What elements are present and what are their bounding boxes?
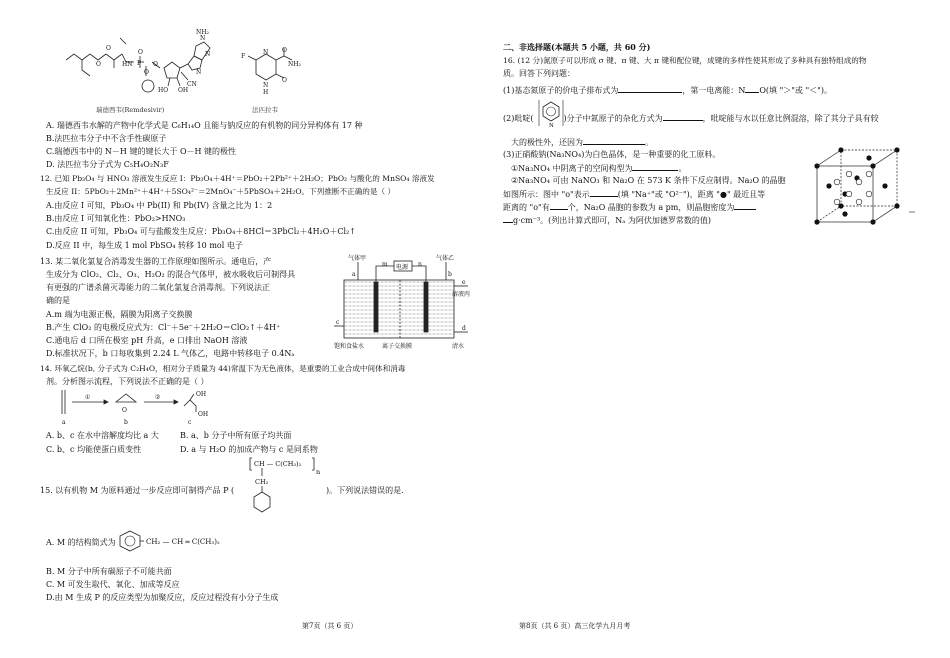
q16-part-3-2-line-1: ②Na₃NO₄ 可由 NaNO₃ 和 Na₂O 在 573 K 条件下反应制得。Na₂O 的晶胞	[511, 176, 786, 185]
cell-label-gas-a: 气体甲	[348, 255, 367, 262]
remdesivir-atom: HO	[158, 87, 169, 94]
q16-answer-blank-6[interactable]	[590, 188, 618, 197]
favipiravir-caption: 法匹拉韦	[252, 106, 278, 114]
remdesivir-atom: HN	[122, 61, 133, 68]
q13-stem-line-3: 有更强的广谱杀菌灭毒能力的二氧化氯复合消毒剂。下列说法正	[46, 283, 270, 292]
right-page-footer: 第8页（共 6 页）高三化学九月月考	[519, 622, 631, 630]
remdesivir-atom: O	[138, 49, 143, 56]
q13-option-a: A.m 端为电源正极，隔膜为阳离子交换膜	[46, 310, 193, 319]
cell-label-water: 清水	[452, 343, 465, 350]
q13-option-c: C.通电后 d 口所在极室 pH 升高，e 口排出 NaOH 溶液	[46, 336, 248, 345]
q16-part-3-1-text-a: ①Na₃NO₄ 中阴离子的空间构型为	[511, 164, 633, 173]
q16-part-3-2-text-b: (填 "Na⁺"或 "O²⁻")，距离 "●" 最近且等	[617, 190, 766, 199]
q16-answer-blank-3[interactable]	[663, 112, 703, 121]
q11-option-b: B.法匹拉韦分子中不含手性碳原子	[46, 134, 167, 143]
remdesivir-atom: OH	[178, 87, 189, 94]
section-title: 二、非选择题(本题共 5 小题，共 60 分)	[503, 42, 651, 52]
q12-stem-line-2: 生反应 II：5PbO₂＋2Mn²⁺＋4H⁺＋5SO₄²⁻＝2MnO₄⁻＋5PbSO₄＋2H₂O。下列推断不正确的是（ ）	[46, 187, 396, 196]
q16-part-2-text-a: (2)吡啶(	[503, 114, 534, 123]
favipiravir-atom: N	[263, 49, 269, 56]
q16-part-1	[503, 84, 832, 97]
q13-stem-line-2: 生成分为 ClO₂、Cl₂、O₃、H₂O₂ 的混合气体甲，被水吸收后可制得具	[46, 270, 296, 279]
q16-part-3-2-text-c: 距离的 "o"有	[503, 203, 550, 212]
q11-option-a: A. 瑞德西韦水解的产物中化学式是 C₆H₁₄O 且能与钠反应的有机物的同分异构体有 17 种	[46, 121, 363, 130]
q16-part-3: (3)正硝酸钠(Na₃NO₄)为白色晶体，是一种重要的化工原料。	[503, 150, 721, 159]
favipiravir-atom: O	[282, 77, 287, 84]
q14-stem-line-1: 14. 环氧乙烷(b, 分子式为 C₂H₄O，相对分子质量为 44)常温下为无色液体，是重要的工业合成中间体和消毒	[40, 364, 406, 373]
q13-option-d: D.标准状况下，b 口每收集到 2.24 L 气体乙，电路中转移电子 0.4Nₐ	[46, 349, 295, 358]
q14-label-a: a	[62, 419, 66, 426]
q15-option-d: D.由 M 生成 P 的反应类型为加聚反应，反应过程没有小分子生成	[46, 593, 279, 602]
q12-stem-line-1: 12. 已知 Pb₃O₄ 与 HNO₃ 溶液发生反应 I：Pb₃O₄＋4H⁺＝PbO₂＋2Pb²⁺＋2H₂O；PbO₂ 与酸化的 MnSO₄ 溶液发	[40, 174, 435, 183]
remdesivir-atom: O	[96, 61, 101, 68]
q14-label-b: b	[124, 419, 128, 426]
q16-part-3-2-text-d: 个，Na₂O 晶胞的参数为 a pm，则晶胞密度为	[567, 203, 735, 212]
q14-option-a: A. b、c 在水中溶解度均比 a 大	[46, 431, 159, 440]
q16-part-2-line-2	[511, 136, 653, 149]
na2o-unit-cell	[807, 146, 917, 226]
q16-part-3-2-text-a: 如图所示：图中 "o"表示	[503, 190, 590, 199]
favipiravir-structure	[238, 46, 301, 106]
q16-part-2-text-b: )分子中氮原子的杂化方式为	[563, 114, 663, 123]
cell-label-membrane: 离子交换膜	[382, 343, 413, 350]
q12-option-d: D.反应 II 中，每生成 1 mol PbSO₄ 转移 10 mol 电子	[46, 241, 243, 250]
remdesivir-atom: P	[137, 60, 142, 67]
remdesivir-atom: N	[196, 69, 202, 76]
q16-stem-line-1: 16. (12 分)氮原子可以形成 σ 键、π 键、大 π 键和配位键，成键的多样性使其形成了多种具有独特组成的物	[503, 56, 867, 65]
favipiravir-atom: N	[263, 82, 269, 89]
q14-option-b: B. a、b 分子中所有原子均共面	[180, 431, 292, 440]
q15-polymer-main: CH — C(CH₃)₂	[254, 460, 302, 468]
q15-stem-part-1: 15. 以有机物 M 为原料通过一步反应即可制得产品 P (	[40, 486, 235, 495]
q15-stem-part-2: )。下列说法错误的是.	[326, 486, 404, 495]
cell-label-m: m	[382, 261, 388, 268]
q16-part-3-2-line-4	[503, 214, 711, 227]
remdesivir-atom: N	[205, 51, 211, 58]
remdesivir-atom: O	[153, 61, 158, 68]
q14-stem-line-2: 剂。分析图示流程，下列说法不正确的是（ ）	[46, 377, 209, 386]
q16-part-3-2-line-3	[503, 201, 756, 214]
cell-label-gas-b: 气体乙	[436, 255, 455, 262]
remdesivir-atom: O	[106, 45, 111, 52]
pyridine-structure	[537, 98, 565, 128]
remdesivir-atom: N	[200, 35, 206, 42]
q16-answer-blank-1[interactable]	[618, 84, 682, 93]
q14-epoxide-o: O	[122, 407, 127, 414]
q16-answer-blank-4[interactable]	[583, 136, 645, 145]
q16-part-1-text-a: (1)基态氮原子的价电子排布式为	[503, 86, 619, 95]
q12-option-a: A.由反应 I 可知，Pb₃O₄ 中 Pb(II) 和 Pb(IV) 含量之比为 1：2	[46, 201, 273, 210]
q14-option-c: C. b、c 均能使蛋白质变性	[46, 445, 142, 454]
q16-answer-blank-9[interactable]	[503, 214, 513, 223]
right-page	[475, 0, 950, 658]
q16-part-3-2-text-e: g·cm⁻³。(列出计算式即可，Nₐ 为阿伏加德罗常数的值)	[513, 216, 712, 225]
q16-part-2-text-c: ，吡啶能与水以任意比例混溶，除了其分子具有较	[702, 114, 879, 123]
q12-option-b: B.由反应 I 可知氧化性：PbO₂>HNO₃	[46, 214, 186, 223]
remdesivir-structure	[60, 26, 210, 116]
q15-option-a: A. M 的结构简式为	[46, 538, 116, 547]
cell-label-d: d	[462, 325, 466, 332]
electrolysis-diagram	[334, 252, 474, 352]
q16-part-3-2-line-2	[503, 188, 765, 201]
q16-part-2-text-d: 大的极性外，还因为	[511, 138, 583, 147]
remdesivir-caption: 瑞德西韦(Remdesivir)	[96, 106, 165, 114]
q15-polymer-ch2: CH₂	[255, 478, 269, 486]
q16-answer-blank-5[interactable]	[632, 162, 678, 171]
q16-part-3-1-text-b: 。	[678, 164, 687, 173]
favipiravir-atom: F	[241, 53, 246, 60]
q16-answer-blank-2[interactable]	[745, 84, 759, 93]
favipiravir-atom: H	[263, 89, 269, 96]
q12-option-c: C.由反应 II 可知，Pb₃O₄ 可与盐酸发生反应：Pb₃O₄＋8HCl＝3PbCl₂＋4H₂O＋Cl₂↑	[46, 227, 356, 236]
q14-step-1: ①	[85, 394, 91, 401]
q14-step-2: ②	[155, 394, 161, 401]
q14-oh-1: OH	[196, 391, 207, 398]
favipiravir-atom: O	[282, 47, 287, 54]
cell-label-dilute: 溶液丙	[452, 291, 471, 298]
q14-option-d: D. a 与 H₂O 的加成产物与 c 是同系物	[180, 445, 318, 454]
q13-stem-line-1: 13. 某二氧化氯复合消毒发生器的工作原理如图所示。通电后，产	[40, 257, 272, 266]
q15-option-a-chain: CH₂ — CH ═ C(CH₃)₂	[146, 538, 220, 546]
q11-option-c: C.瑞德西韦中的 N－H 键的键长大于 O－H 键的极性	[46, 147, 237, 156]
q11-option-d: D. 法匹拉韦分子式为 C₅H₄O₂N₃F	[46, 160, 169, 169]
q16-answer-blank-8[interactable]	[734, 201, 756, 210]
cell-label-power: 电源	[396, 264, 409, 271]
q15-benzene-ring	[116, 529, 144, 553]
q15-polymer-structure	[240, 454, 330, 518]
cell-label-b: b	[448, 271, 452, 278]
pyridine-n: N	[549, 123, 554, 129]
cell-label-brine: 饱和食盐水	[334, 343, 365, 350]
q16-part-3-1	[511, 162, 686, 175]
cell-label-e: e	[462, 279, 466, 286]
q14-reaction-scheme	[56, 388, 226, 428]
q14-oh-2: OH	[198, 411, 209, 418]
q16-part-2-text-e: 。	[645, 138, 653, 147]
q13-option-b: B.产生 ClO₂ 的电极反应式为：Cl⁻＋5e⁻＋2H₂O＝ClO₂↑＋4H⁺	[46, 323, 281, 332]
q16-stem-line-2: 质。回答下列问题：	[503, 69, 575, 78]
remdesivir-atom: NH₂	[196, 29, 209, 36]
left-page-footer: 第7页（共 6 页）	[302, 622, 358, 630]
q15-option-b: B. M 分子中所有碳原子不可能共面	[46, 567, 172, 576]
remdesivir-atom: CN	[187, 81, 197, 88]
q14-label-c: c	[188, 419, 192, 426]
remdesivir-atom: O	[144, 69, 149, 76]
q15-option-c: C. M 可发生取代、氧化、加成等反应	[46, 580, 180, 589]
favipiravir-atom: NH₂	[288, 61, 301, 68]
cell-label-a: a	[352, 271, 356, 278]
q15-polymer-n: n	[316, 468, 321, 476]
q16-part-1-text-c: O(填 "＞"或 "＜")。	[759, 86, 832, 95]
q16-part-1-text-b: ，第一电离能：N	[682, 86, 746, 95]
cell-label-n: n	[418, 261, 422, 268]
q16-answer-blank-7[interactable]	[550, 201, 568, 210]
q13-stem-line-4: 确的是	[46, 296, 70, 305]
cell-label-c: c	[336, 319, 340, 326]
